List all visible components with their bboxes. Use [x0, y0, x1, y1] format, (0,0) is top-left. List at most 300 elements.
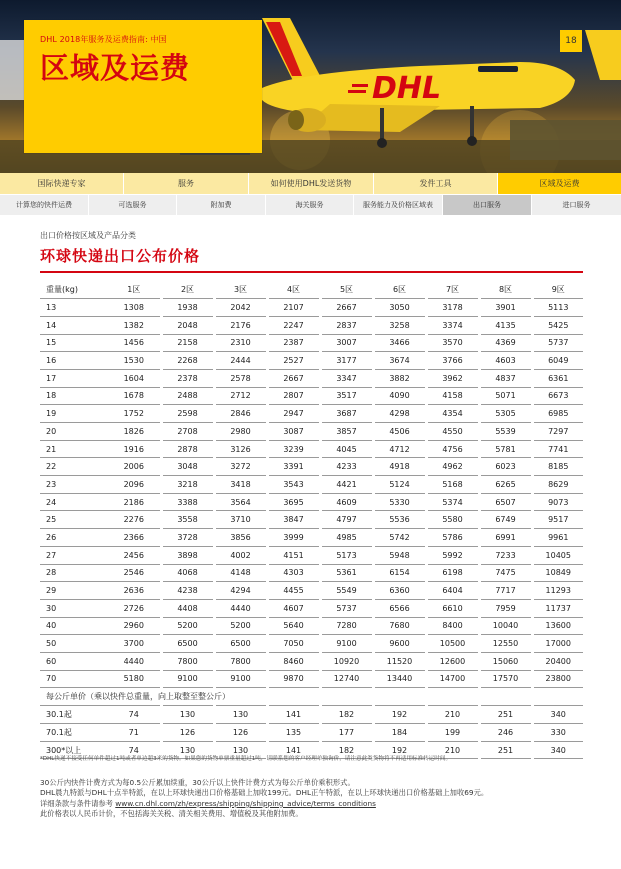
rate-cell: 3374	[426, 316, 479, 334]
rate-cell: 3178	[426, 299, 479, 317]
rate-cell: 7233	[479, 546, 532, 564]
rate-cell: 6198	[426, 564, 479, 582]
rate-cell: 3087	[267, 423, 320, 441]
primary-nav	[0, 173, 621, 194]
table-row	[40, 529, 583, 547]
weight-cell: 15	[40, 334, 108, 352]
rate-cell: 3391	[267, 458, 320, 476]
rate-cell: 2366	[108, 529, 161, 547]
rate-cell: 2378	[161, 369, 214, 387]
rate-cell: 2667	[320, 299, 373, 317]
rate-cell: 6610	[426, 599, 479, 617]
rate-cell: 10040	[479, 617, 532, 635]
rate-cell: 2980	[214, 423, 267, 441]
rate-cell: 7297	[532, 423, 583, 441]
rate-cell: 2667	[267, 369, 320, 387]
rate-cell: 9517	[532, 511, 583, 529]
weight-cell: 24	[40, 493, 108, 511]
rate-cell: 1678	[108, 387, 161, 405]
table-row	[40, 599, 583, 617]
rate-cell: 15060	[479, 652, 532, 670]
table-row	[40, 670, 583, 688]
rate-cell: 2310	[214, 334, 267, 352]
rate-cell: 1826	[108, 423, 161, 441]
rate-cell: 2546	[108, 564, 161, 582]
rate-cell: 4455	[267, 582, 320, 600]
rate-cell: 5425	[532, 316, 583, 334]
rate-cell: 3710	[214, 511, 267, 529]
rate-cell: 3901	[479, 299, 532, 317]
rate-cell: 6049	[532, 352, 583, 370]
rate-cell: 12550	[479, 635, 532, 653]
rate-cell: 3564	[214, 493, 267, 511]
rate-cell: 3272	[214, 458, 267, 476]
rate-cell: 13440	[373, 670, 426, 688]
rate-cell: 2578	[214, 369, 267, 387]
table-header-row	[40, 281, 583, 299]
weight-cell: 27	[40, 546, 108, 564]
rate-cell: 177	[320, 724, 373, 742]
rate-cell: 3999	[267, 529, 320, 547]
rate-cell: 7050	[267, 635, 320, 653]
rate-cell: 6985	[532, 405, 583, 423]
zone-column-header: 6区	[373, 281, 426, 299]
rate-cell: 2846	[214, 405, 267, 423]
rate-cell: 23800	[532, 670, 583, 688]
rate-cell: 4506	[373, 423, 426, 441]
rate-cell: 7475	[479, 564, 532, 582]
rate-cell: 3388	[161, 493, 214, 511]
rate-cell: 126	[214, 724, 267, 742]
rate-cell: 340	[532, 706, 583, 724]
rate-cell: 5549	[320, 582, 373, 600]
rate-cell: 4068	[161, 564, 214, 582]
rate-cell: 210	[426, 706, 479, 724]
table-row	[40, 458, 583, 476]
table-row	[40, 493, 583, 511]
rate-cell: 74	[108, 741, 161, 759]
table-row	[40, 352, 583, 370]
rate-cell: 3466	[373, 334, 426, 352]
rate-cell: 2176	[214, 316, 267, 334]
rate-cell: 71	[108, 724, 161, 742]
rate-cell: 4303	[267, 564, 320, 582]
rate-cell: 6360	[373, 582, 426, 600]
rate-cell: 9100	[214, 670, 267, 688]
table-row	[40, 387, 583, 405]
rate-cell: 5640	[267, 617, 320, 635]
rate-cell: 5330	[373, 493, 426, 511]
rate-cell: 6566	[373, 599, 426, 617]
rate-cell: 2006	[108, 458, 161, 476]
rate-cell: 3418	[214, 476, 267, 494]
weight-cell: 300*以上	[40, 741, 108, 759]
rate-cell: 4045	[320, 440, 373, 458]
rate-cell: 4440	[108, 652, 161, 670]
rate-cell: 7959	[479, 599, 532, 617]
note-weight-billing: 30公斤内快件计费方式为每0.5公斤累加续重，30公斤以上快件计费方式为每公斤单价乘积形式。	[40, 778, 355, 787]
rate-cell: 6507	[479, 493, 532, 511]
rate-cell: 3218	[161, 476, 214, 494]
rate-cell: 5071	[479, 387, 532, 405]
rate-cell: 5992	[426, 546, 479, 564]
rate-cell: 3766	[426, 352, 479, 370]
rate-cell: 184	[373, 724, 426, 742]
rate-cell: 20400	[532, 652, 583, 670]
rate-cell: 5786	[426, 529, 479, 547]
rate-cell: 5781	[479, 440, 532, 458]
rate-cell: 10920	[320, 652, 373, 670]
rate-cell: 7680	[373, 617, 426, 635]
note-terms-prefix: 详细条款与条件请参考	[40, 798, 116, 808]
weight-cell: 26	[40, 529, 108, 547]
table-row	[40, 299, 583, 317]
rate-cell: 8400	[426, 617, 479, 635]
zone-column-header: 5区	[320, 281, 373, 299]
section-title: 环球快递出口公布价格	[40, 247, 201, 265]
rate-cell: 2527	[267, 352, 320, 370]
rate-cell: 210	[426, 741, 479, 759]
nav-tab-how-to-ship[interactable]: 如何使用DHL发送货物	[249, 173, 374, 194]
rate-cell: 2107	[267, 299, 320, 317]
rate-cell: 141	[267, 741, 320, 759]
terms-link[interactable]: www.cn.dhl.com/zh/express/shipping/shipping_advice/terms_conditions	[115, 798, 376, 808]
table-row	[40, 476, 583, 494]
rate-cell: 4440	[214, 599, 267, 617]
note-terms	[40, 799, 585, 809]
rate-cell: 2807	[267, 387, 320, 405]
table-row	[40, 511, 583, 529]
rate-cell: 1308	[108, 299, 161, 317]
rate-cell: 5200	[161, 617, 214, 635]
rate-cell: 2726	[108, 599, 161, 617]
weight-cell: 22	[40, 458, 108, 476]
rate-cell: 192	[373, 706, 426, 724]
secondary-nav	[0, 195, 621, 215]
rate-cell: 8460	[267, 652, 320, 670]
rate-cell: 1938	[161, 299, 214, 317]
rate-cell: 3126	[214, 440, 267, 458]
rate-cell: 1382	[108, 316, 161, 334]
rate-cell: 6673	[532, 387, 583, 405]
rate-cell: 2708	[161, 423, 214, 441]
rate-cell: 330	[532, 724, 583, 742]
rate-cell: 4002	[214, 546, 267, 564]
rate-cell: 3048	[161, 458, 214, 476]
rate-cell: 5742	[373, 529, 426, 547]
guide-subtitle: DHL 2018年服务及运费指南: 中国	[40, 35, 167, 44]
rate-cell: 3347	[320, 369, 373, 387]
unit-price-row	[40, 706, 583, 724]
zone-column-header: 1区	[108, 281, 161, 299]
weight-cell: 25	[40, 511, 108, 529]
zone-column-header: 3区	[214, 281, 267, 299]
rate-cell: 9600	[373, 635, 426, 653]
rate-cell: 2042	[214, 299, 267, 317]
rate-cell: 5580	[426, 511, 479, 529]
rate-cell: 3962	[426, 369, 479, 387]
rate-cell: 1916	[108, 440, 161, 458]
weight-column-header: 重量(kg)	[40, 281, 108, 299]
rate-cell: 14700	[426, 670, 479, 688]
weight-cell: 30.1起	[40, 706, 108, 724]
rate-cell: 4985	[320, 529, 373, 547]
table-row	[40, 617, 583, 635]
rate-cell: 3674	[373, 352, 426, 370]
rate-cell: 6404	[426, 582, 479, 600]
rate-cell: 4962	[426, 458, 479, 476]
weight-cell: 17	[40, 369, 108, 387]
weight-cell: 19	[40, 405, 108, 423]
rate-cell: 4238	[161, 582, 214, 600]
rate-cell: 17570	[479, 670, 532, 688]
table-row	[40, 405, 583, 423]
rate-cell: 4421	[320, 476, 373, 494]
weight-cell: 23	[40, 476, 108, 494]
rate-cell: 6361	[532, 369, 583, 387]
rate-cell: 2636	[108, 582, 161, 600]
rate-cell: 2837	[320, 316, 373, 334]
rate-cell: 2387	[267, 334, 320, 352]
rate-cell: 4607	[267, 599, 320, 617]
rate-cell: 199	[426, 724, 479, 742]
table-row	[40, 635, 583, 653]
rate-cell: 6265	[479, 476, 532, 494]
rate-cell: 4797	[320, 511, 373, 529]
rate-cell: 3258	[373, 316, 426, 334]
rate-cell: 5539	[479, 423, 532, 441]
rate-cell: 130	[214, 741, 267, 759]
rate-cell: 12740	[320, 670, 373, 688]
rate-cell: 5200	[214, 617, 267, 635]
rate-cell: 4550	[426, 423, 479, 441]
rate-cell: 7800	[214, 652, 267, 670]
rate-cell: 3856	[214, 529, 267, 547]
rate-cell: 2878	[161, 440, 214, 458]
subnav-surcharges[interactable]: 附加费	[177, 195, 266, 215]
rate-cell: 3700	[108, 635, 161, 653]
rate-cell: 17000	[532, 635, 583, 653]
subnav-calculate-rates[interactable]: 计算您的快件运费	[0, 195, 89, 215]
svg-text:DHL: DHL	[372, 71, 442, 106]
subnav-export-services[interactable]: 出口服务	[443, 195, 532, 215]
page-number: 18	[560, 30, 582, 52]
title-divider	[40, 271, 583, 273]
rate-cell: 5173	[320, 546, 373, 564]
rate-cell: 4712	[373, 440, 426, 458]
rate-cell: 7800	[161, 652, 214, 670]
unit-price-label: 每公斤单价（乘以快件总重量，向上取整至整公斤）	[40, 688, 583, 706]
rate-cell: 340	[532, 741, 583, 759]
rate-cell: 5305	[479, 405, 532, 423]
rate-cell: 3687	[320, 405, 373, 423]
rate-cell: 6023	[479, 458, 532, 476]
rate-cell: 5374	[426, 493, 479, 511]
rate-cell: 3007	[320, 334, 373, 352]
rate-cell: 2268	[161, 352, 214, 370]
rate-cell: 251	[479, 741, 532, 759]
rate-cell: 2096	[108, 476, 161, 494]
rate-cell: 6991	[479, 529, 532, 547]
rate-cell: 1604	[108, 369, 161, 387]
rate-cell: 13600	[532, 617, 583, 635]
rate-cell: 2048	[161, 316, 214, 334]
rate-cell: 182	[320, 741, 373, 759]
zone-column-header: 7区	[426, 281, 479, 299]
rate-cell: 251	[479, 706, 532, 724]
rate-cell: 4918	[373, 458, 426, 476]
rate-cell: 5737	[320, 599, 373, 617]
rate-cell: 2960	[108, 617, 161, 635]
rate-cell: 3239	[267, 440, 320, 458]
rate-cell: 11737	[532, 599, 583, 617]
rate-cell: 5536	[373, 511, 426, 529]
rate-cell: 5361	[320, 564, 373, 582]
rate-cell: 3882	[373, 369, 426, 387]
rate-cell: 8185	[532, 458, 583, 476]
rate-cell: 4298	[373, 405, 426, 423]
weight-cell: 70.1起	[40, 724, 108, 742]
rate-cell: 5948	[373, 546, 426, 564]
rate-cell: 4609	[320, 493, 373, 511]
rate-cell: 3570	[426, 334, 479, 352]
section-label: 出口价格按区域及产品分类	[40, 231, 136, 240]
rate-cell: 2158	[161, 334, 214, 352]
nav-tab-shipping-tools[interactable]: 发件工具	[374, 173, 498, 194]
rate-cell: 5737	[532, 334, 583, 352]
zone-column-header: 4区	[267, 281, 320, 299]
rate-cell: 4158	[426, 387, 479, 405]
table-row	[40, 652, 583, 670]
rate-cell: 4135	[479, 316, 532, 334]
rate-cell: 9961	[532, 529, 583, 547]
page-title: 区域及运费	[40, 51, 191, 85]
note-currency: 此价格表以人民币计价，不包括海关关税、清关相关费用、增值税及其他附加费。	[40, 809, 303, 819]
rate-cell: 3728	[161, 529, 214, 547]
rate-cell: 192	[373, 741, 426, 759]
rate-cell: 5180	[108, 670, 161, 688]
rate-cell: 4148	[214, 564, 267, 582]
rate-cell: 130	[214, 706, 267, 724]
rate-cell: 3898	[161, 546, 214, 564]
rate-cell: 135	[267, 724, 320, 742]
weight-cell: 18	[40, 387, 108, 405]
rate-cell: 126	[161, 724, 214, 742]
rate-cell: 12600	[426, 652, 479, 670]
rate-cell: 74	[108, 706, 161, 724]
rate-cell: 246	[479, 724, 532, 742]
weight-cell: 16	[40, 352, 108, 370]
export-rate-table	[40, 281, 583, 759]
rate-cell: 8629	[532, 476, 583, 494]
nav-tab-zones-rates[interactable]: 区域及运费	[498, 173, 621, 194]
table-row	[40, 582, 583, 600]
rate-cell: 11520	[373, 652, 426, 670]
weight-cell: 29	[40, 582, 108, 600]
table-row	[40, 334, 583, 352]
rate-cell: 9073	[532, 493, 583, 511]
weight-cell: 21	[40, 440, 108, 458]
table-row	[40, 423, 583, 441]
rate-cell: 3050	[373, 299, 426, 317]
rate-cell: 4294	[214, 582, 267, 600]
hero-banner	[0, 0, 621, 173]
rate-cell: 4233	[320, 458, 373, 476]
rate-cell: 2712	[214, 387, 267, 405]
note-premium-surcharge: DHL晨九特派与DHL十点半特派，在以上环球快递出口价格基础上加收199元。DHL正午特派，在以上环球快递出口价格基础上加收69元。	[40, 788, 489, 798]
weight-cell: 40	[40, 617, 108, 635]
rate-cell: 3558	[161, 511, 214, 529]
rate-cell: 4369	[479, 334, 532, 352]
rate-cell: 3695	[267, 493, 320, 511]
rate-cell: 2444	[214, 352, 267, 370]
weight-cell: 50	[40, 635, 108, 653]
rate-cell: 3543	[267, 476, 320, 494]
rate-cell: 7717	[479, 582, 532, 600]
rate-cell: 2488	[161, 387, 214, 405]
rate-cell: 2186	[108, 493, 161, 511]
subnav-import-services[interactable]: 进口服务	[532, 195, 621, 215]
rate-cell: 4837	[479, 369, 532, 387]
rate-cell: 5168	[426, 476, 479, 494]
rate-cell: 4603	[479, 352, 532, 370]
rate-cell: 11293	[532, 582, 583, 600]
subnav-capabilities-zones[interactable]: 服务能力及价格区域表	[354, 195, 443, 215]
rate-cell: 2247	[267, 316, 320, 334]
rate-cell: 182	[320, 706, 373, 724]
rate-cell: 2276	[108, 511, 161, 529]
rate-cell: 7741	[532, 440, 583, 458]
rate-cell: 9870	[267, 670, 320, 688]
rate-cell: 6154	[373, 564, 426, 582]
nav-tab-services[interactable]: 服务	[124, 173, 249, 194]
rate-cell: 10405	[532, 546, 583, 564]
table-row	[40, 316, 583, 334]
rate-cell: 1456	[108, 334, 161, 352]
weight-cell: 60	[40, 652, 108, 670]
subnav-customs-services[interactable]: 海关服务	[266, 195, 354, 215]
zone-column-header: 9区	[532, 281, 583, 299]
weight-cell: 14	[40, 316, 108, 334]
rate-cell: 130	[161, 741, 214, 759]
table-row	[40, 564, 583, 582]
nav-tab-express-expert[interactable]: 国际快递专家	[0, 173, 124, 194]
weight-cell: 70	[40, 670, 108, 688]
rate-cell: 3177	[320, 352, 373, 370]
unit-price-row	[40, 724, 583, 742]
rate-cell: 7280	[320, 617, 373, 635]
weight-cell: 13	[40, 299, 108, 317]
rate-cell: 3847	[267, 511, 320, 529]
rate-cell: 9100	[161, 670, 214, 688]
table-row	[40, 369, 583, 387]
weight-cell: 28	[40, 564, 108, 582]
rate-cell: 10849	[532, 564, 583, 582]
zone-column-header: 2区	[161, 281, 214, 299]
heavy-shipment-footnote: *DHL快递不接受任何单件超过1吨或者单边超3米的货物。如果您的货物单票重量超过1吨，请联系您的客户经理单独询价，请注意此类货物将不再适用标准转运时间。	[40, 756, 452, 762]
zone-column-header: 8区	[479, 281, 532, 299]
rate-cell: 4354	[426, 405, 479, 423]
rate-cell: 2598	[161, 405, 214, 423]
rate-cell: 3517	[320, 387, 373, 405]
rate-cell: 130	[161, 706, 214, 724]
weight-cell: 30	[40, 599, 108, 617]
rate-cell: 9100	[320, 635, 373, 653]
table-row	[40, 440, 583, 458]
rate-cell: 4408	[161, 599, 214, 617]
rate-cell: 5113	[532, 299, 583, 317]
subnav-optional-services[interactable]: 可选服务	[89, 195, 177, 215]
